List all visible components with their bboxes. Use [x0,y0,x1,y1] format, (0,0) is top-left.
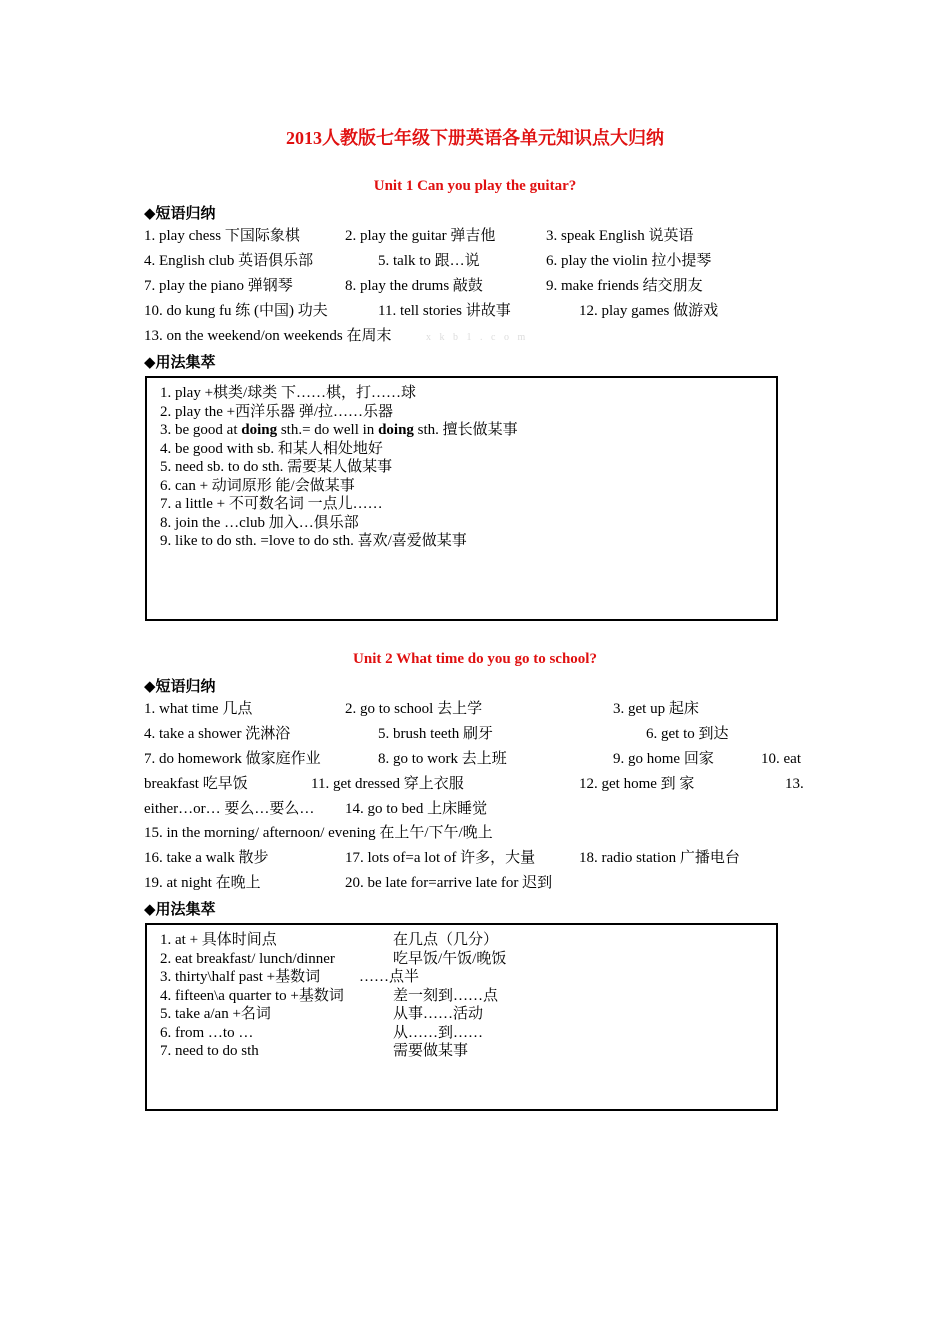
usage-meaning: 在几点（几分） [393,932,499,948]
usage-line: 7. a little + 不可数名词 一点儿…… [160,496,383,512]
phrase-item: 1. play chess 下国际象棋 [144,228,300,244]
phrase-item: 4. take a shower 洗淋浴 [144,726,291,742]
phrase-item: 3. get up 起床 [613,701,699,717]
phrase-item: 9. go home 回家 [613,751,714,767]
unit2-heading: Unit 2 What time do you go to school? [353,651,597,667]
phrase-item: 10. eat [761,751,801,767]
unit2-phrase-row [144,697,808,721]
usage-line: 4. fifteen\a quarter to +基数词 [160,988,344,1004]
document-title: 2013人教版七年级下册英语各单元知识点大归纳 [286,128,664,148]
phrase-item: 15. in the morning/ afternoon/ evening 在上午/下午/晚上 [144,825,493,841]
usage-line: 4. be good with sb. 和某人相处地好 [160,441,383,457]
phrase-item: 4. English club 英语俱乐部 [144,253,314,269]
phrase-item: 2. play the guitar 弹吉他 [345,228,496,244]
usage-line: 3. be good at doing sth.= do well in doing sth. 擅长做某事 [160,422,518,438]
usage-line: 6. from …to … [160,1025,254,1041]
usage-meaning: 需要做某事 [393,1043,469,1059]
usage-line: 5. take a/an +名词 [160,1006,271,1022]
usage-meaning: 从……到…… [393,1025,484,1041]
phrase-item: 20. be late for=arrive late for 迟到 [345,875,553,891]
phrase-item: 5. talk to 跟…说 [378,253,480,269]
phrase-item: 7. play the piano 弹钢琴 [144,278,293,294]
phrase-item: 3. speak English 说英语 [546,228,694,244]
usage-meaning: 吃早饭/午饭/晚饭 [393,951,507,967]
unit1-phrase-row [144,224,808,248]
unit1-usage-box [145,376,778,621]
phrase-item: 5. brush teeth 刷牙 [378,726,493,742]
unit1-heading: Unit 1 Can you play the guitar? [373,178,577,194]
usage-line: 2. eat breakfast/ lunch/dinner [160,951,335,967]
phrase-item: 8. go to work 去上班 [378,751,507,767]
usage-line: 1. play +棋类/球类 下……棋，打……球 [160,385,416,401]
usage-meaning: 差一刻到……点 [393,988,499,1004]
unit2-phrase-row [144,747,808,771]
unit2-phrase-row [144,722,808,746]
usage-line: 7. need to do sth [160,1043,259,1059]
phrase-item: 11. tell stories 讲故事 [378,303,511,319]
usage-meaning: ……点半 [359,969,420,985]
usage-line: 8. join the …club 加入…俱乐部 [160,515,359,531]
phrase-item: 7. do homework 做家庭作业 [144,751,321,767]
unit1-phrase-row [144,274,808,298]
watermark: x k b 1 . c o m [426,332,529,343]
phrase-item: 2. go to school 去上学 [345,701,483,717]
unit2-usage-label: ◆用法集萃 [144,902,216,918]
unit2-phrase-row [144,871,808,895]
phrase-item: 18. radio station 广播电台 [579,850,740,866]
phrase-item: 12. play games 做游戏 [579,303,719,319]
usage-line: 3. thirty\half past +基数词 [160,969,321,985]
unit2-phrases-label: ◆短语归纳 [144,679,216,695]
usage-line: 9. like to do sth. =love to do sth. 喜欢/喜爱做某事 [160,533,467,549]
phrase-item: breakfast 吃早饭 [144,776,248,792]
phrase-item: 11. get dressed 穿上衣服 [311,776,464,792]
phrase-item: 9. make friends 结交朋友 [546,278,703,294]
unit1-phrases-label: ◆短语归纳 [144,206,216,222]
phrase-item: 14. go to bed 上床睡觉 [345,801,488,817]
phrase-item: 19. at night 在晚上 [144,875,261,891]
phrase-item: 10. do kung fu 练 (中国) 功夫 [144,303,328,319]
usage-line: 5. need sb. to do sth. 需要某人做某事 [160,459,393,475]
phrase-item: 13. on the weekend/on weekends 在周末 [144,328,392,344]
usage-line: 2. play the +西洋乐器 弹/拉……乐器 [160,404,394,420]
unit1-phrase-row [144,299,808,323]
usage-line: 1. at + 具体时间点 [160,932,277,948]
unit1-usage-label: ◆用法集萃 [144,355,216,371]
phrase-item: 8. play the drums 敲鼓 [345,278,483,294]
usage-line: 6. can + 动词原形 能/会做某事 [160,478,355,494]
phrase-item: 16. take a walk 散步 [144,850,269,866]
unit2-phrase-row [144,821,808,845]
phrase-item: either…or… 要么…要么… [144,801,315,817]
unit2-usage-box [145,923,778,1111]
unit2-phrase-row [144,772,808,796]
phrase-item: 6. play the violin 拉小提琴 [546,253,712,269]
phrase-item: 17. lots of=a lot of 许多，大量 [345,850,536,866]
unit1-phrase-row [144,249,808,273]
unit2-phrase-row [144,797,808,821]
unit2-phrase-row [144,846,808,870]
phrase-item: 1. what time 几点 [144,701,253,717]
phrase-item: 13. [785,776,804,792]
phrase-item: 6. get to 到达 [646,726,729,742]
usage-meaning: 从事……活动 [393,1006,484,1022]
phrase-item: 12. get home 到 家 [579,776,695,792]
